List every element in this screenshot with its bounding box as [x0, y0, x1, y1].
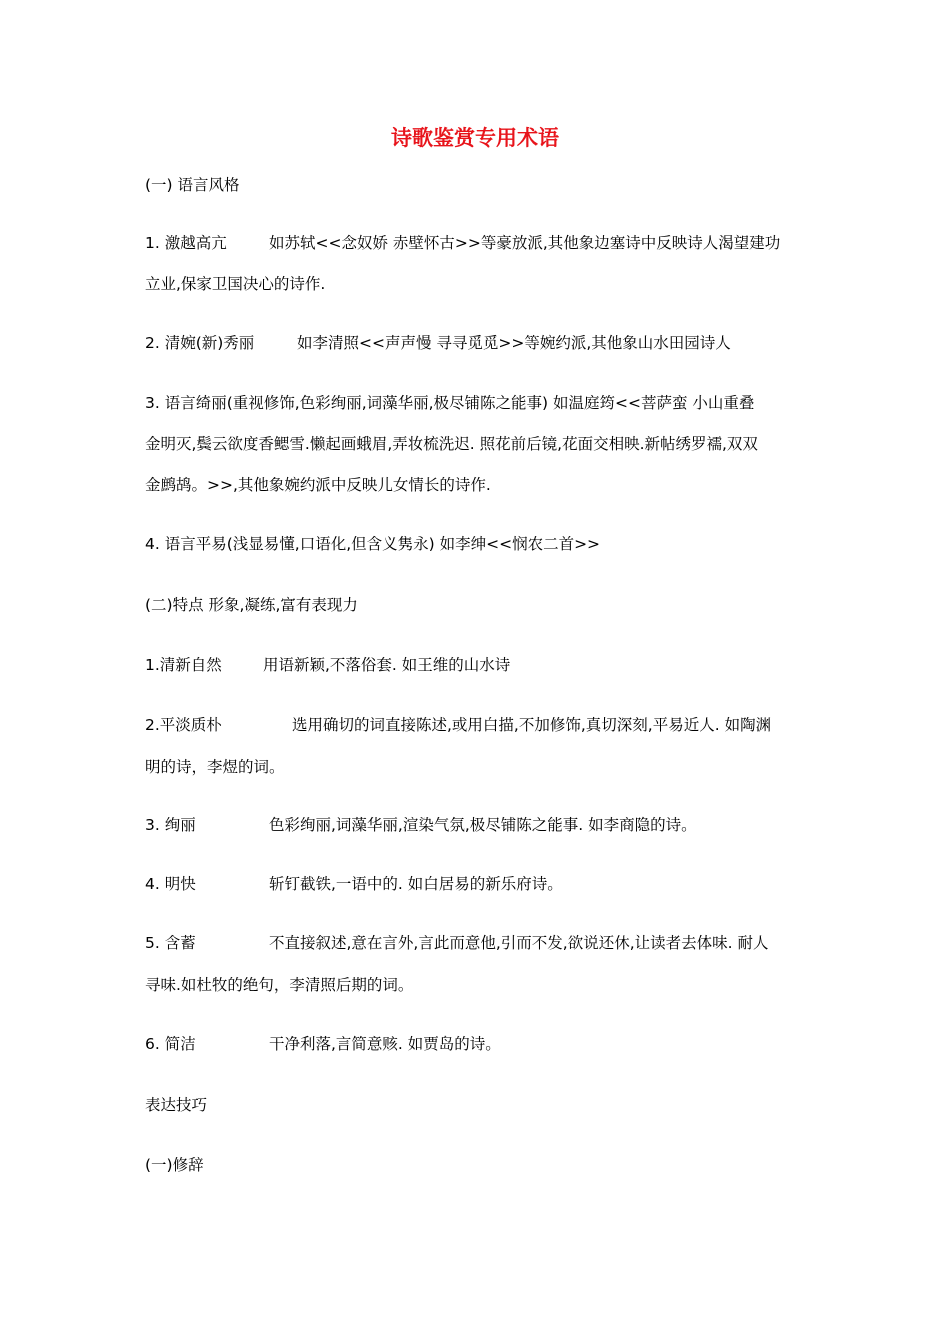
item-pingdan-line2: 明的诗，李煜的词。 [145, 758, 285, 776]
item-desc: 选用确切的词直接陈述,或用白描,不加修饰,真切深刻,平易近人. 如陶渊 [292, 716, 772, 734]
subsection-heading-rhetoric: (一)修辞 [145, 1156, 204, 1174]
item-jianjie-line1 [145, 1033, 810, 1055]
item-label: 2. 清婉(新)秀丽 [145, 334, 255, 352]
item-label: 5. 含蓄 [145, 934, 196, 952]
item-hanxu-line2: 寻味.如杜牧的绝句，李清照后期的词。 [145, 976, 414, 994]
section-heading-techniques: 表达技巧 [145, 1096, 208, 1114]
item-label: 3. 绚丽 [145, 816, 196, 834]
item-desc: 干净利落,言简意赅. 如贾岛的诗。 [269, 1035, 501, 1053]
section-heading-language-style: (一) 语言风格 [145, 176, 240, 194]
item-qili-line2: 金明灭,鬓云欲度香鳃雪.懒起画蛾眉,弄妆梳洗迟. 照花前后镜,花面交相映.新帖绣罗襦,双双 [145, 435, 758, 453]
section-heading-features: (二)特点 形象,凝练,富有表现力 [145, 596, 358, 614]
item-label: 4. 明快 [145, 875, 196, 893]
item-desc: 用语新颖,不落俗套. 如王维的山水诗 [263, 656, 511, 674]
item-qili-line1: 3. 语言绮丽(重视修饰,色彩绚丽,词藻华丽,极尽铺陈之能事) 如温庭筠<<菩萨蛮 小山重叠 [145, 394, 755, 412]
item-label: 1. 激越高亢 [145, 234, 227, 252]
item-desc: 如李清照<<声声慢 寻寻觅觅>>等婉约派,其他象山水田园诗人 [297, 334, 731, 352]
page-title: 诗歌鉴赏专用术语 [391, 126, 559, 150]
item-qingwan-line1 [145, 332, 810, 354]
item-jiyue-line1 [145, 232, 810, 254]
item-label: 1.清新自然 [145, 656, 222, 674]
item-jiyue-line2: 立业,保家卫国决心的诗作. [145, 275, 326, 293]
item-pingyi-line1: 4. 语言平易(浅显易懂,口语化,但含义隽永) 如李绅<<悯农二首>> [145, 535, 601, 553]
item-desc: 色彩绚丽,词藻华丽,渲染气氛,极尽铺陈之能事. 如李商隐的诗。 [269, 816, 697, 834]
item-desc: 不直接叙述,意在言外,言此而意他,引而不发,欲说还休,让读者去体味. 耐人 [269, 934, 769, 952]
item-pingdan-line1 [145, 714, 810, 736]
item-qili-line3: 金鹧鸪。>>,其他象婉约派中反映儿女情长的诗作. [145, 476, 491, 494]
item-desc: 如苏轼<<念奴娇 赤壁怀古>>等豪放派,其他象边塞诗中反映诗人渴望建功 [269, 234, 781, 252]
item-hanxu-line1 [145, 932, 810, 954]
item-desc: 斩钉截铁,一语中的. 如白居易的新乐府诗。 [269, 875, 563, 893]
item-mingkuai-line1 [145, 873, 810, 895]
item-qingxin-line1 [145, 654, 810, 676]
item-label: 2.平淡质朴 [145, 716, 222, 734]
item-xuanli-line1 [145, 814, 810, 836]
item-label: 6. 简洁 [145, 1035, 196, 1053]
